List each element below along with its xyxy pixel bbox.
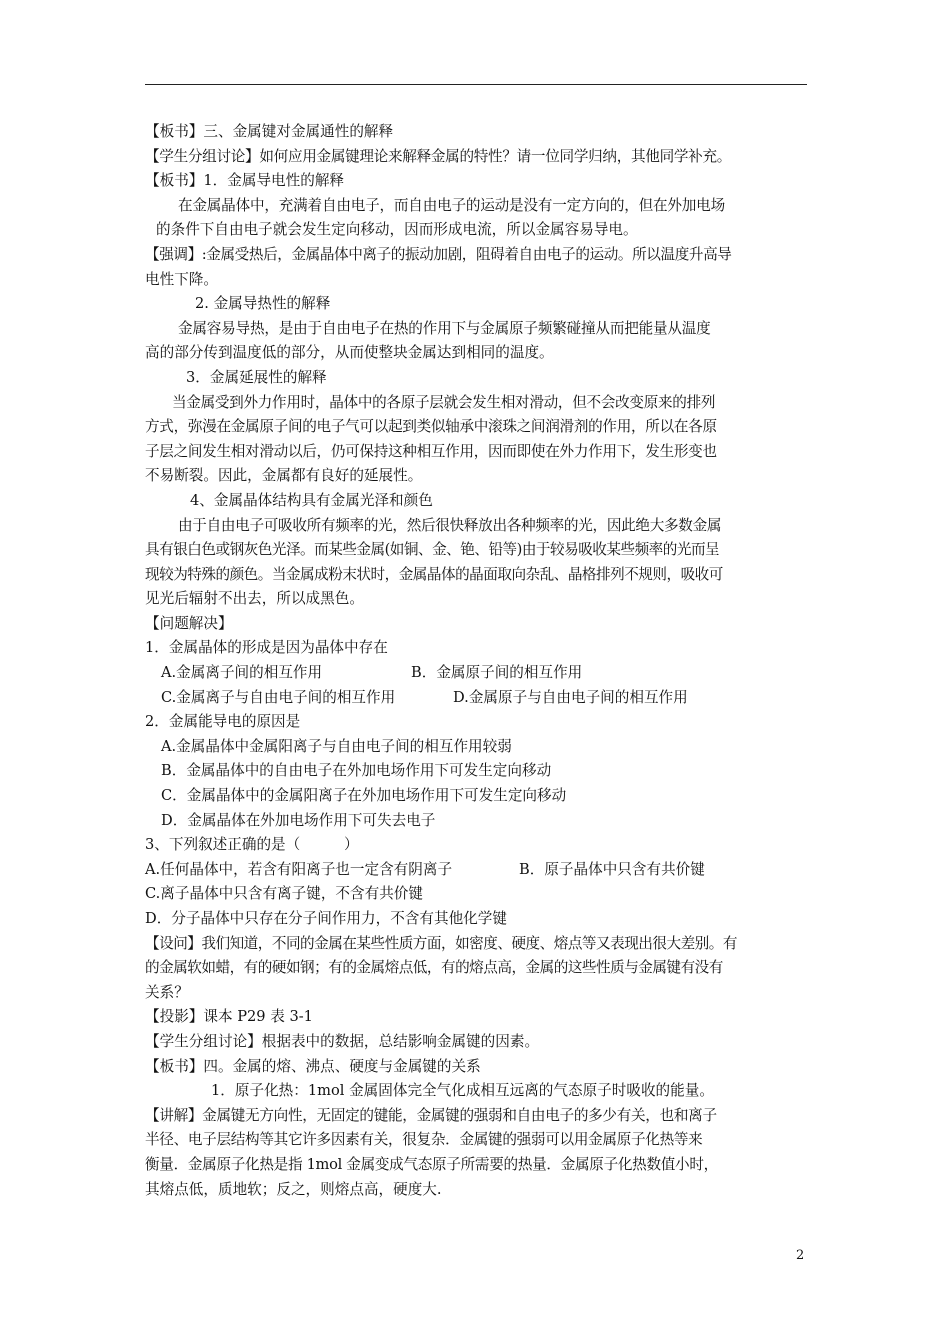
text-line: 【投影】课本 P29 表 3-1: [145, 1008, 313, 1026]
text-line: 方式，弥漫在金属原子间的电子气可以起到类似轴承中滚珠之间润滑剂的作用，所以在各原: [145, 418, 717, 436]
text-line: 【讲解】金属键无方向性，无固定的键能，金属键的强弱和自由电子的多少有关，也和离子: [145, 1106, 717, 1124]
text-line: 具有银白色或钢灰色光泽。而某些金属(如铜、金、铯、铅等)由于较易吸收某些频率的光而呈: [145, 541, 720, 559]
header-rule: [145, 84, 807, 85]
text-line: 在金属晶体中，充满着自由电子，而自由电子的运动是没有一定方向的，但在外加电场: [178, 196, 725, 214]
text-line: C.离子晶体中只含有离子键，不含有共价键: [145, 885, 423, 903]
text-line: 2．金属能导电的原因是: [145, 713, 301, 731]
text-line: 当金属受到外力作用时，晶体中的各原子层就会发生相对滑动，但不会改变原来的排列: [172, 393, 716, 411]
option-row: [145, 686, 813, 711]
text-line: 1．原子化热：1mol 金属固体完全气化成相互远离的气态原子时吸收的能量。: [211, 1082, 714, 1100]
option-b: B．金属原子间的相互作用: [411, 664, 583, 682]
text-line: 1．金属晶体的形成是因为晶体中存在: [145, 639, 388, 657]
text-line: 金属容易导热，是由于自由电子在热的作用下与金属原子频繁碰撞从而把能量从温度: [178, 319, 711, 337]
text-line: 电性下降。: [145, 270, 218, 288]
text-line: 4、金属晶体结构具有金属光泽和颜色: [190, 491, 433, 509]
text-line: 的金属软如蜡，有的硬如钢；有的金属熔点低，有的熔点高，金属的这些性质与金属键有没有: [145, 959, 723, 977]
text-line: 关系？: [145, 983, 189, 1001]
text-line: 由于自由电子可吸收所有频率的光，然后很快释放出各种频率的光，因此绝大多数金属: [178, 516, 722, 534]
text-line: 3、下列叙述正确的是（ ）: [145, 836, 359, 854]
text-line: 子层之间发生相对滑动以后，仍可保持这种相互作用，因而即使在外力作用下，发生形变也: [145, 442, 717, 460]
page-body: [145, 120, 813, 1202]
text-line: 3．金属延展性的解释: [186, 368, 327, 386]
text-line: 【板书】1．金属导电性的解释: [145, 172, 345, 190]
option-c: C.金属离子与自由电子间的相互作用: [161, 688, 396, 706]
text-line: A.金属晶体中金属阳离子与自由电子间的相互作用较弱: [161, 737, 512, 755]
text-line: 【板书】三、金属键对金属通性的解释: [145, 123, 394, 140]
text-line: D．金属晶体在外加电场作用下可失去电子: [161, 811, 436, 829]
text-line: 【板书】四。金属的熔、沸点、硬度与金属键的关系: [145, 1057, 481, 1075]
text-line: D．分子晶体中只存在分子间作用力，不含有其他化学键: [145, 910, 507, 927]
text-line: 不易断裂。因此，金属都有良好的延展性。: [145, 467, 423, 485]
text-line: 【问题解决】: [145, 614, 233, 632]
option-row: [145, 858, 813, 883]
text-line: B．金属晶体中的自由电子在外加电场作用下可发生定向移动: [161, 762, 552, 780]
text-line: 【学生分组讨论】根据表中的数据，总结影响金属键的因素。: [145, 1032, 540, 1050]
text-line: 的条件下自由电子就会发生定向移动，因而形成电流，所以金属容易导电。: [156, 221, 638, 239]
option-a: A.金属离子间的相互作用: [161, 664, 323, 682]
option-row: [145, 661, 813, 686]
text-line: 半径、电子层结构等其它许多因素有关，很复杂．金属键的强弱可以用金属原子化热等来: [145, 1131, 703, 1149]
text-line: 【设问】我们知道，不同的金属在某些性质方面，如密度、硬度、熔点等又表现出很大差别。有: [145, 934, 737, 952]
text-line: 高的部分传到温度低的部分，从而使整块金属达到相同的温度。: [145, 344, 554, 362]
option-a: A.任何晶体中，若含有阳离子也一定含有阴离子: [145, 860, 453, 878]
text-line: 衡量．金属原子化热是指 1mol 金属变成气态原子所需要的热量．金属原子化热数值小时，: [145, 1155, 718, 1173]
text-line: 见光后辐射不出去，所以成黑色。: [145, 590, 364, 608]
text-line: 【强调】:金属受热后，金属晶体中离子的振动加剧，阻碍着自由电子的运动。所以温度升高导: [145, 245, 732, 263]
text-line: 现较为特殊的颜色。当金属成粉末状时，金属晶体的晶面取向杂乱、晶格排列不规则，吸收可: [145, 565, 723, 583]
text-line: C．金属晶体中的金属阳离子在外加电场作用下可发生定向移动: [161, 787, 567, 805]
text-line: 【学生分组讨论】如何应用金属键理论来解释金属的特性？请一位同学归纳，其他同学补充。: [145, 147, 732, 165]
text-line: 其熔点低，质地软；反之，则熔点高，硬度大.: [145, 1180, 442, 1198]
option-b: B．原子晶体中只含有共价键: [519, 860, 705, 878]
option-d: D.金属原子与自由电子间的相互作用: [453, 688, 688, 706]
text-line: 2. 金属导热性的解释: [195, 295, 331, 313]
page-number: 2: [796, 1248, 805, 1263]
